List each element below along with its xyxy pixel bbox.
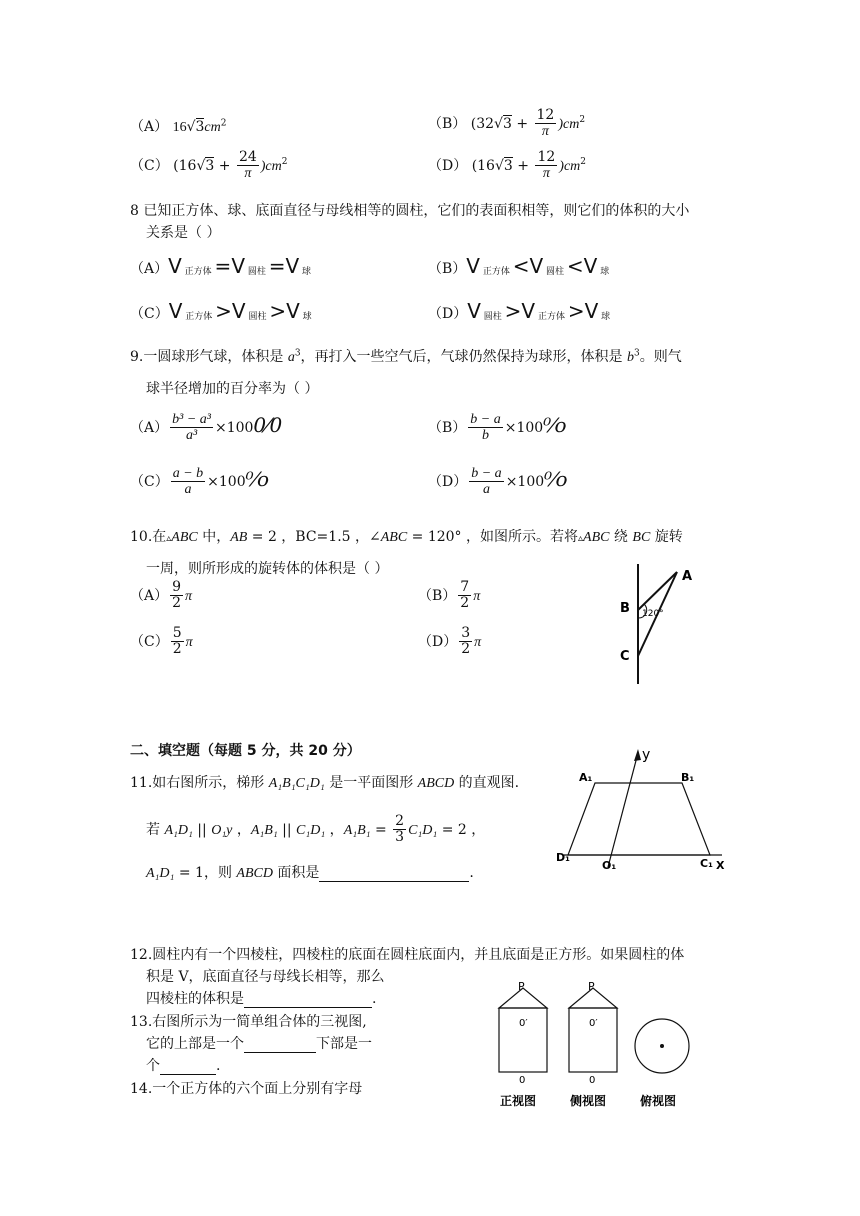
math-exp: 2 <box>580 157 587 168</box>
numerator: 9 <box>172 579 182 595</box>
math-var: O₁y <box>211 822 233 838</box>
denominator: 2 <box>461 641 471 658</box>
text-run: . <box>372 991 377 1007</box>
math-unit: cm <box>204 120 221 135</box>
math-var: A₁D₁ <box>164 822 193 838</box>
percent-sign: ⁰⁄o <box>245 466 270 491</box>
math-var: ABCD <box>236 866 273 881</box>
trapezoid <box>568 783 710 855</box>
volume-subscript: 圆柱 <box>543 267 567 277</box>
text-run: || <box>277 821 297 838</box>
fraction <box>459 626 472 658</box>
trapezoid-figure <box>550 745 735 875</box>
option-label: （B） <box>428 419 467 436</box>
q8-option-c <box>130 299 312 323</box>
denominator: 2 <box>460 595 470 612</box>
denominator: a <box>184 482 192 498</box>
math-var: ABC <box>583 530 610 545</box>
numerator: b − a <box>470 412 501 427</box>
denominator: π <box>542 166 550 182</box>
comparison-op: > <box>504 299 522 323</box>
math-var: A₁B₁ <box>250 822 278 838</box>
text-run: ， <box>325 821 344 838</box>
pi-symbol: π <box>185 634 193 650</box>
volume-symbol: V <box>467 299 481 323</box>
side-label-o-prime: 0′ <box>589 1018 598 1029</box>
comparison-op: > <box>269 299 287 323</box>
q12-stem-line2: 积是 V，底面直径与母线长相等，那么 <box>146 969 385 985</box>
pi-symbol: π <box>185 588 193 604</box>
pi-symbol: π <box>474 634 482 650</box>
option-label: （A） <box>130 261 169 277</box>
text-run: 面积是 <box>272 865 320 881</box>
label-b: B <box>620 601 630 616</box>
volume-symbol: V <box>286 299 300 323</box>
label-d1: D₁ <box>556 851 570 864</box>
answer-blank[interactable] <box>244 1038 316 1053</box>
pi-symbol: π <box>473 588 481 604</box>
math-var: b <box>627 350 634 365</box>
text-run: 11.如右图所示，梯形 <box>130 775 269 791</box>
fraction <box>237 150 259 182</box>
comparison-op: > <box>567 299 585 323</box>
q13-stem-line2 <box>146 1033 372 1053</box>
front-label-p: P <box>518 980 525 993</box>
front-label-o: 0 <box>519 1075 526 1086</box>
label-b1: B₁ <box>681 771 695 784</box>
q10-option-a <box>130 580 192 612</box>
math-op: + <box>214 157 235 174</box>
triangle-symbol: ▵ <box>166 533 172 544</box>
numerator: 12 <box>536 107 555 123</box>
label-o1: O₁ <box>602 859 617 872</box>
answer-blank[interactable] <box>319 867 469 882</box>
numerator: 12 <box>537 149 556 165</box>
side-view-caption: 侧视图 <box>570 1094 607 1108</box>
denominator: b <box>482 428 490 444</box>
comparison-op: = <box>268 254 286 278</box>
comparison-op: < <box>566 254 584 278</box>
volume-subscript: 球 <box>598 312 611 322</box>
text-run: = 2 ，BC=1.5 ， <box>247 529 370 545</box>
math-exp: 3 <box>294 348 301 359</box>
q7-option-d: （D） (16√3 + $\frac{12}{\pi}$ )$cm^2$ <box>428 149 587 182</box>
q14-stem-line1: 14.一个正方体的六个面上分别有字母 <box>130 1081 363 1097</box>
math-coef: 16 <box>172 120 187 135</box>
option-label: （D） <box>428 473 468 490</box>
math-part: )cm <box>559 158 581 174</box>
option-label: （D） <box>428 306 468 322</box>
q9-option-d <box>428 466 568 498</box>
volume-subscript: 球 <box>597 267 610 277</box>
math-op: + <box>512 157 534 174</box>
text-run: 9.一圆球形气球，体积是 <box>130 349 288 365</box>
numerator: 5 <box>172 625 182 641</box>
volume-subscript: 正方体 <box>182 312 216 322</box>
answer-blank[interactable] <box>244 993 372 1008</box>
volume-symbol: V <box>168 254 182 278</box>
fraction <box>171 626 184 658</box>
side-label-p: P <box>588 980 595 993</box>
math-radicand: 3 <box>502 115 512 132</box>
q10-option-d <box>418 626 481 658</box>
option-label: （B） <box>428 261 467 277</box>
q8-option-b <box>428 254 609 278</box>
q9-stem-line2: 球半径增加的百分率为（ ） <box>146 381 319 397</box>
text-run: || <box>192 821 212 838</box>
denominator: a <box>482 482 490 498</box>
label-y: y <box>642 747 651 763</box>
volume-subscript: 正方体 <box>479 267 513 277</box>
math-var: AB <box>230 530 248 545</box>
option-label: （C） <box>130 306 169 322</box>
denominator: π <box>541 124 549 140</box>
volume-symbol: V <box>231 254 245 278</box>
fraction <box>170 412 213 444</box>
q7-option-b: （B） (32√3 + $\frac{12}{\pi}$ )$cm^2$ <box>428 107 586 140</box>
text-run: 它的上部是一个 <box>146 1036 244 1052</box>
text-run: 旋转 <box>650 529 683 545</box>
fraction <box>468 412 502 444</box>
y-axis <box>608 753 638 867</box>
math-exp: 2 <box>281 157 288 168</box>
math-part: ×100 <box>504 419 544 436</box>
text-run: = 120° ，如图所示。若将 <box>407 529 578 545</box>
label-a: A <box>682 569 693 584</box>
volume-symbol: V <box>168 299 183 323</box>
text-run: = 2 ， <box>437 821 486 838</box>
q13-stem-line3 <box>146 1055 220 1075</box>
text-run: . <box>469 865 474 881</box>
math-var: A₁B₁ <box>343 822 371 838</box>
text-run: 个 <box>146 1058 160 1074</box>
numerator: 2 <box>395 813 405 829</box>
q11-stem-line1 <box>130 772 519 792</box>
text-run: 四棱柱的体积是 <box>146 991 244 1007</box>
label-x: X <box>716 859 725 872</box>
percent-sign: ⁰⁄o <box>543 412 567 437</box>
y-arrow-icon <box>634 749 641 761</box>
volume-subscript: 圆柱 <box>245 267 269 277</box>
numerator: 24 <box>238 149 257 165</box>
text-run: 的直观图. <box>454 775 520 791</box>
q10-option-c <box>130 626 193 658</box>
q11-stem-line2 <box>146 814 485 846</box>
volume-symbol: V <box>529 254 544 278</box>
option-label: （C） <box>130 473 169 490</box>
math-part: (32 <box>470 115 495 132</box>
comparison-op: = <box>214 254 232 278</box>
numerator: b³ − a³ <box>172 412 211 427</box>
denominator: 3 <box>395 829 405 846</box>
math-part: )cm <box>260 158 282 174</box>
q13-stem-line1: 13.右图所示为一简单组合体的三视图, <box>130 1014 367 1030</box>
answer-blank[interactable] <box>160 1060 216 1075</box>
side-label-o: 0 <box>589 1075 596 1086</box>
label-c1: C₁ <box>700 857 713 870</box>
option-label: （C） <box>130 157 169 174</box>
denominator: 2 <box>172 595 182 612</box>
math-var: ∠ABC <box>369 530 408 545</box>
numerator: a − b <box>172 466 204 481</box>
top-view-caption: 俯视图 <box>640 1094 677 1108</box>
volume-symbol: V <box>466 254 480 278</box>
q9-option-c <box>130 466 269 498</box>
volume-symbol: V <box>285 254 300 278</box>
q9-option-a <box>130 412 282 444</box>
math-var: C₁D₁ <box>408 822 438 838</box>
option-label: （D） <box>428 157 468 174</box>
option-label: （D） <box>418 633 458 650</box>
math-var: C₁D₁ <box>296 822 326 838</box>
text-run: ， <box>232 821 251 838</box>
text-run: 。则气 <box>639 349 682 365</box>
volume-subscript: 球 <box>299 312 312 322</box>
fraction <box>469 466 503 498</box>
text-run: 是一平面图形 <box>324 775 418 791</box>
volume-symbol: V <box>521 299 536 323</box>
label-angle: 120° <box>642 609 664 619</box>
fraction <box>171 466 205 498</box>
top-view-center <box>660 1044 664 1048</box>
text-run: . <box>216 1058 221 1074</box>
q7-option-a: （A） $16√3cm^2$ <box>130 118 227 135</box>
fraction <box>458 580 471 612</box>
math-radicand: 3 <box>195 119 205 135</box>
volume-symbol: V <box>583 254 598 278</box>
q10-stem-line2: 一周，则所形成的旋转体的体积是（ ） <box>146 561 389 577</box>
text-run: = <box>370 821 392 838</box>
q10-option-b <box>418 580 480 612</box>
comparison-op: > <box>215 299 232 323</box>
percent-sign: ⁰⁄o <box>544 466 568 491</box>
option-label: （A） <box>130 119 169 135</box>
triangle-rotation-figure <box>610 560 710 688</box>
q12-stem-line1: 12.圆柱内有一个四棱柱，四棱柱的底面在圆柱底面内，并且底面是正方形。如果圆柱的体 <box>130 947 685 963</box>
text-run: ，再打入一些空气后，气球仍然保持为球形，体积是 <box>300 349 627 365</box>
percent-sign: 0⁄0 <box>253 412 283 437</box>
volume-symbol: V <box>584 299 599 323</box>
math-var: ABCD <box>417 776 455 791</box>
q8-stem-line2: 关系是（ ） <box>146 225 221 241</box>
q8-stem-line1: 8 已知正方体、球、底面直径与母线相等的圆柱，它们的表面积相等，则它们的体积的大小 <box>130 203 690 219</box>
option-label: （A） <box>130 419 169 436</box>
text-run: 绕 <box>609 529 633 545</box>
denominator: π <box>244 166 252 182</box>
math-var: a <box>287 350 295 365</box>
text-run: 10.在 <box>130 529 167 545</box>
math-part: ×100 <box>505 473 545 490</box>
math-radicand: 3 <box>503 157 513 174</box>
text-run: 中， <box>197 529 231 545</box>
math-var: BC <box>632 530 651 545</box>
text-run: 下部是一 <box>316 1036 372 1052</box>
fraction <box>170 580 183 612</box>
volume-subscript: 正方体 <box>181 267 215 277</box>
q11-stem-line3 <box>146 862 474 882</box>
q12-stem-line3 <box>146 988 376 1008</box>
text-run: 若 <box>146 821 165 838</box>
math-var: A₁B₁C₁D₁ <box>268 776 325 791</box>
math-part: (16 <box>471 157 495 174</box>
numerator: 7 <box>460 579 470 595</box>
math-op: + <box>511 115 533 132</box>
front-label-o-prime: 0′ <box>519 1018 528 1029</box>
text-run: = 1，则 <box>174 865 237 881</box>
math-radicand: 3 <box>205 157 215 174</box>
q9-option-b <box>428 412 567 444</box>
q8-option-d <box>428 299 610 323</box>
math-exp: 2 <box>579 115 586 126</box>
fraction <box>535 150 557 182</box>
denominator: a³ <box>185 428 198 444</box>
fraction <box>535 108 557 140</box>
volume-subscript: 球 <box>299 267 312 277</box>
q9-stem-line1 <box>130 346 682 366</box>
front-view-caption: 正视图 <box>500 1094 537 1108</box>
numerator: b − a <box>471 466 502 481</box>
option-label: （A） <box>130 587 169 604</box>
volume-symbol: V <box>231 299 246 323</box>
denominator: 2 <box>172 641 182 658</box>
label-a1: A₁ <box>579 771 593 784</box>
math-var: ABC <box>171 530 198 545</box>
math-exp: 3 <box>634 348 640 359</box>
option-label: （B） <box>428 115 467 132</box>
math-var: A₁D₁ <box>146 866 175 881</box>
comparison-op: < <box>512 254 530 278</box>
option-label: （B） <box>418 587 457 604</box>
q10-stem-line1 <box>130 526 683 546</box>
label-c: C <box>620 649 630 664</box>
q8-option-a <box>130 254 311 278</box>
fraction <box>393 814 406 846</box>
triangle-symbol: ▵ <box>578 533 584 544</box>
volume-subscript: 圆柱 <box>245 312 270 322</box>
numerator: 3 <box>461 625 471 641</box>
volume-subscript: 正方体 <box>535 312 568 322</box>
option-label: （C） <box>130 633 169 650</box>
math-part: (16 <box>173 157 197 174</box>
q7-option-c: （C） (16√3 + $\frac{24}{\pi}$ )$cm^2$ <box>130 149 288 182</box>
math-part: ×100 <box>214 419 254 436</box>
three-views-figure <box>490 980 705 1112</box>
math-part: )cm <box>558 116 580 132</box>
volume-subscript: 圆柱 <box>480 312 505 322</box>
math-exp: 2 <box>220 118 227 129</box>
section-heading: 二、填空题（每题 5 分，共 20 分） <box>130 743 361 759</box>
math-part: ×100 <box>207 473 246 490</box>
